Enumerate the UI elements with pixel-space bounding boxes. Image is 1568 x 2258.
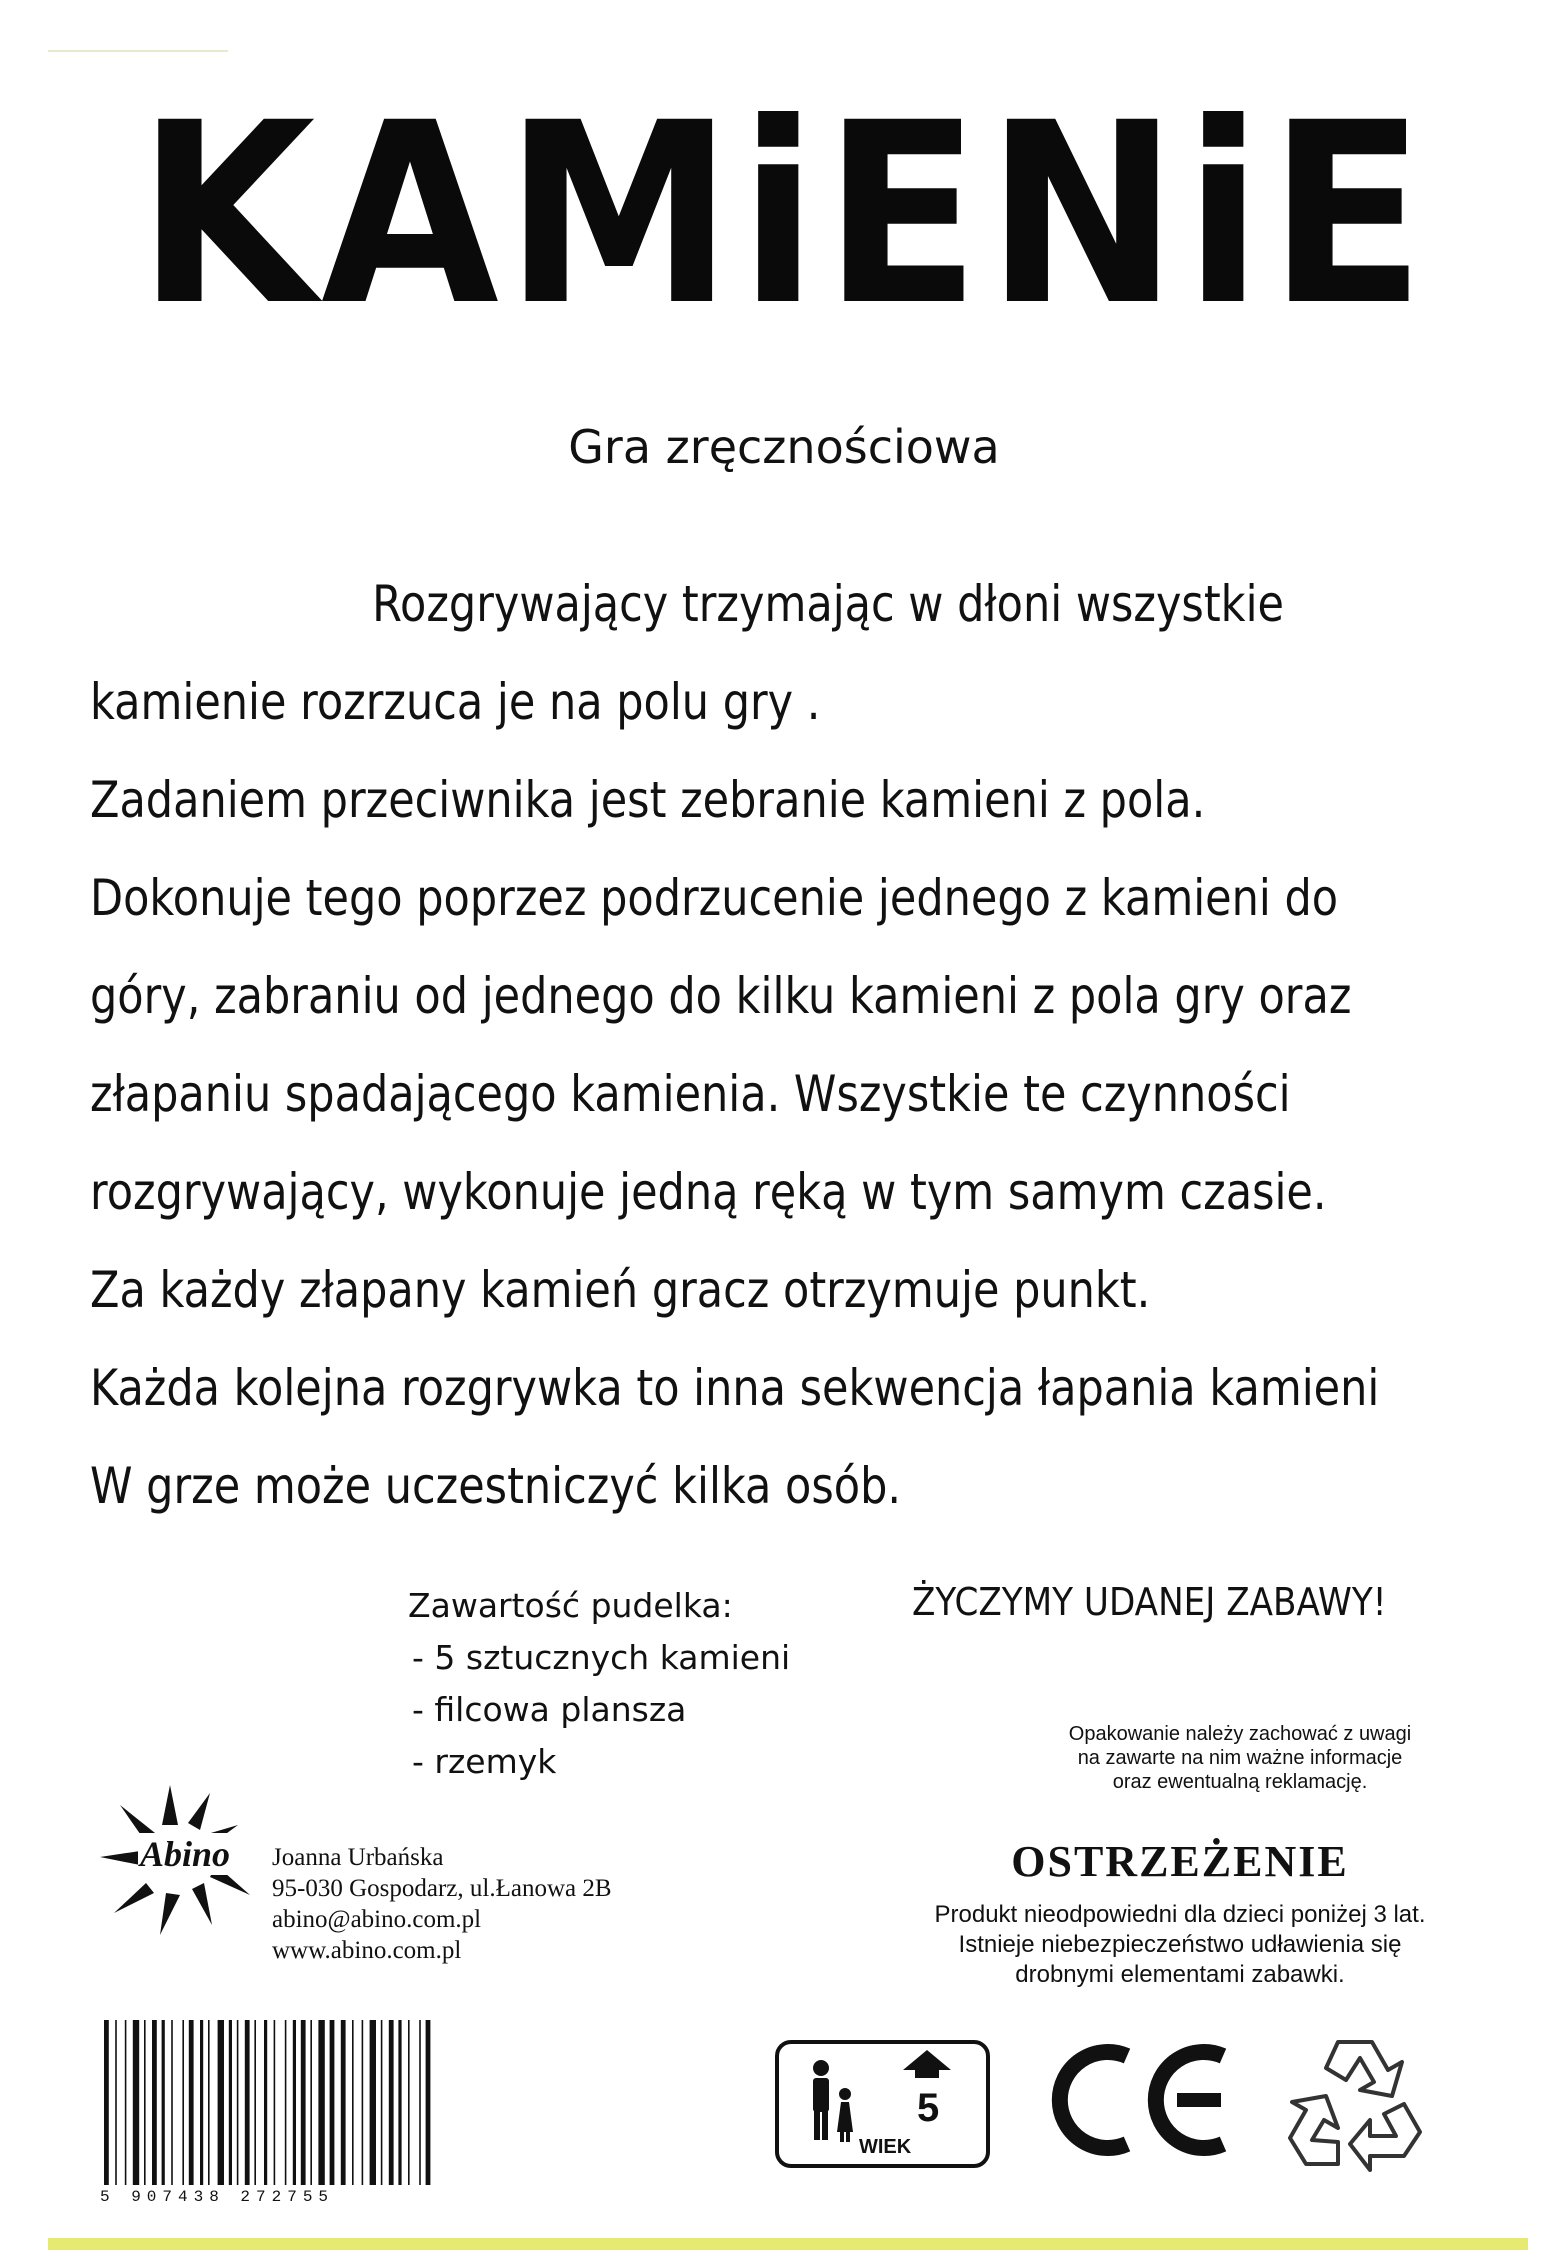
storage-note-line: na zawarte na nim ważne informacje bbox=[1077, 1747, 1403, 1769]
box-contents-item: - 5 sztucznych kamieni bbox=[412, 1638, 791, 1677]
storage-note-line: Opakowanie należy zachować z uwagi bbox=[1068, 1723, 1412, 1745]
rules-line: góry, zabraniu od jednego do kilku kamieni z pola gry oraz bbox=[90, 967, 1352, 1025]
storage-note bbox=[1010, 1722, 1470, 1794]
bottom-stripe bbox=[48, 2238, 1528, 2250]
ce-mark-icon bbox=[1045, 2040, 1235, 2160]
game-subtitle: Gra zręcznościowa bbox=[568, 420, 1000, 474]
box-contents-heading: Zawartość pudelka: bbox=[408, 1586, 733, 1625]
rules-line: złapaniu spadającego kamienia. Wszystkie te czynności bbox=[90, 1065, 1291, 1123]
storage-note-line: oraz ewentualną reklamację. bbox=[1112, 1771, 1368, 1793]
rules-line: kamienie rozrzuca je na polu gry . bbox=[90, 673, 821, 731]
rules-line: Zadaniem przeciwnika jest zebranie kamieni z pola. bbox=[90, 771, 1206, 829]
warning-line: Produkt nieodpowiedni dla dzieci poniżej 3 lat. bbox=[934, 1901, 1426, 1928]
company-line: 95-030 Gospodarz, ul.Łanowa 2B bbox=[272, 1875, 612, 1902]
company-line: Joanna Urbańska bbox=[272, 1844, 444, 1871]
box-contents-item: - rzemyk bbox=[412, 1742, 557, 1781]
recycle-icon bbox=[1280, 2030, 1430, 2175]
logo-text: Abino bbox=[140, 1834, 231, 1874]
rules-line: W grze może uczestniczyć kilka osób. bbox=[90, 1457, 902, 1515]
rules-line: Dokonuje tego poprzez podrzucenie jednego z kamieni do bbox=[90, 869, 1339, 927]
warning-line: drobnymi elementami zabawki. bbox=[1015, 1961, 1345, 1988]
age-label: WIEK bbox=[859, 2136, 912, 2158]
game-title: KAMiENiE bbox=[137, 69, 1431, 360]
warning-line: Istnieje niebezpieczeństwo udławienia się bbox=[958, 1931, 1402, 1958]
rules-description bbox=[90, 555, 1530, 1535]
box-contents-item: - filcowa plansza bbox=[412, 1690, 687, 1729]
rules-line: Każda kolejna rozgrywka to inna sekwencja łapania kamieni bbox=[90, 1359, 1380, 1417]
top-rule bbox=[48, 50, 228, 52]
age-rating-badge bbox=[775, 2040, 990, 2168]
warning-title: OSTRZEŻENIE bbox=[1011, 1837, 1349, 1886]
company-line: www.abino.com.pl bbox=[272, 1937, 462, 1964]
rules-line: rozgrywający, wykonuje jedną ręką w tym samym czasie. bbox=[90, 1163, 1327, 1221]
company-line: abino@abino.com.pl bbox=[272, 1906, 482, 1933]
rules-line: Za każdy złapany kamień gracz otrzymuje punkt. bbox=[90, 1261, 1151, 1319]
barcode-digits: 5 907438 272755 bbox=[100, 2188, 335, 2206]
warning-text bbox=[830, 1900, 1530, 1990]
rules-line: Rozgrywający trzymając w dłoni wszystkie bbox=[372, 575, 1284, 633]
barcode bbox=[100, 2020, 440, 2195]
abino-logo bbox=[100, 1785, 270, 1935]
company-info bbox=[272, 1842, 612, 1966]
age-number: 5 bbox=[917, 2086, 940, 2130]
box-contents bbox=[408, 1580, 790, 1788]
wish-text: ŻYCZYMY UDANEJ ZABAWY! bbox=[912, 1580, 1387, 1624]
